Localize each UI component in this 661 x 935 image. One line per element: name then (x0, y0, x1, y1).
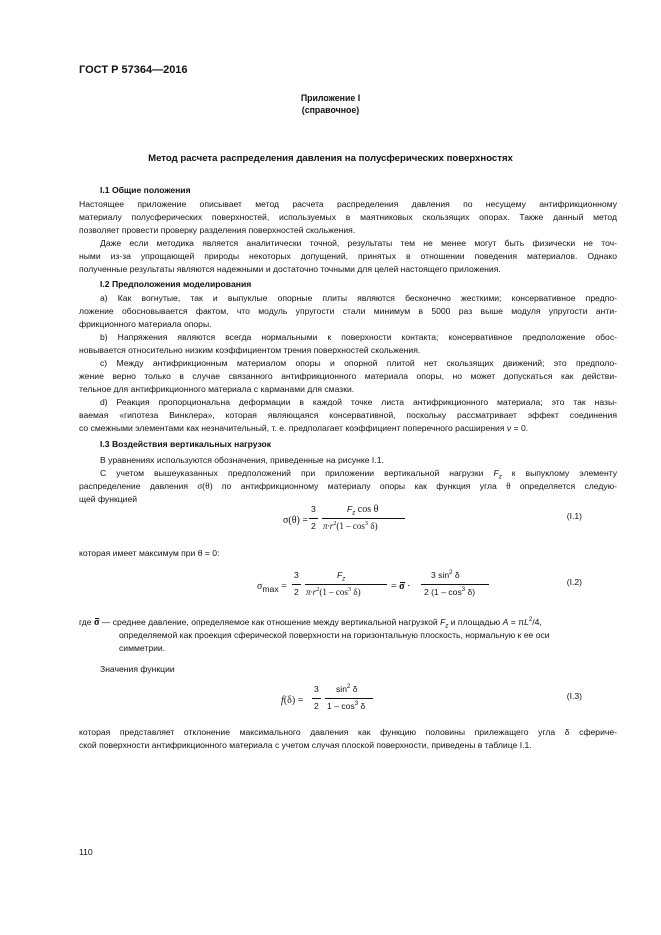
paragraph-line: которая имеет максимум при θ = 0: (79, 548, 220, 558)
paragraph-line: симметрии. (119, 643, 166, 653)
document-page: ГОСТ Р 57364—2016 Приложение I (справочное) Метод расчета распределения давления на полусферических поверхностях I.1 Общие положения Настоящее приложение описывает метод расчета распределения давления по несущему антифрикционному материалу полусферических поверхностей, используемых в маятниковых скользящих опорах. Также данный метод позволяет провести проверку разделения поверхностей скольжения. Даже если методика является аналитически точной, результаты тем не менее могут быть физически не точ- ными из-за упрощающей природы некоторых допущений, принятых в отношении поведения материалов. Однако полученные результаты являются надежными и достаточно точными для целей настоящего приложения. I.2 Предположения моделирования а) Как вогнутые, так и выпуклые опорные плиты являются бесконечно жесткими; консервативное предпо- ложение обосновывается фактом, что модуль упругости стали минимум в 5000 раз выше модуля упругости анти- фрикционного материала опоры. b) Напряжения являются всегда нормальными к поверхности контакта; консервативное предположение обос- новывается относительно низким коэффициентом трения поверхностей скольжения. c) Между антифрикционным материалом опоры и опорной плитой нет скользящих движений; это предполо- жение верно только в случае связанного антифрикционного материала опоры, но может допускаться как действи- тельное для антифрикционного материала с карманами для смазки. d) Реакция пропорциональна деформации в каждой точке листа антифрикционного материала; это так назы- ваемая «гипотеза Винклера», которая являющаяся консервативной, поскольку рассматривает эффект соединения со смежными элементами как незначительный, т. е. предполагает коэффициент поперечного расширения ν = 0. I.3 Воздействия вертикальных нагрузок В уравнениях используются обозначения, приведенные на рисунке I.1. С учетом вышеуказанных предположений при приложении вертикальной нагрузки $F_z$ к выпуклому элементу распределение давления σ(θ) по антифрикционному материалу опоры как функция угла θ определяется следую- щей функцией σ(θ) = 3 2 $F_z$ cos θ $\pi\cdot r^2(1 - \cos^3 \delta)$ (I.1) которая имеет максимум при θ = 0: $\sigma_{max}$ = 3 2 $F_z$ $\pi\cdot r^2(1 - \cos^3 \delta)$ = σ ⋅ 3 $\sin^2 \delta$ 2 $(1 - \cos^3 \delta)$ (I.2) где σ — среднее давление, определяемое как отношение между вертикальной нагрузкой $F_z$ и площадью $A = \pi L^2/4$, определяемой как проекция сферической поверхности на горизонтальную плоскость, нормальную к ее оси симметрии. Значения функции f(δ) = 3 2 $\sin^2 \delta$ $1 - \cos^3 \delta$ (I.3) которая представляет отклонение максимального давления как функцию половины прилежащего угла δ сфериче- ской поверхности антифрикционного материала с учетом случая плоской поверхности, приведены в таблице I.1. 110 (0, 0, 661, 935)
paragraph-line: b) Напряжения являются всегда нормальными к поверхности контакта; консервативное предположение обос- (100, 332, 617, 342)
paragraph-line: ваемая «гипотеза Винклера», которая являющаяся консервативной, поскольку рассматривает эффект соединения (79, 410, 617, 420)
section-heading-2: I.2 Предположения моделирования (100, 279, 252, 289)
section-heading-3: I.3 Воздействия вертикальных нагрузок (100, 439, 272, 449)
equation-number-1: (I.1) (566, 511, 582, 521)
page-number: 110 (79, 847, 93, 857)
paragraph-line: Даже если методика является аналитически точной, результаты тем не менее могут быть физически не точ- (100, 238, 617, 248)
paragraph-line: распределение давления σ(θ) по антифрикционному материалу опоры как функция угла θ определяется следую- (79, 481, 618, 491)
paragraph-line: полученные результаты являются надежными и достаточно точными для целей настоящего приложения. (79, 264, 501, 274)
paragraph-line: фрикционного материала опоры. (79, 319, 212, 329)
equation-number-3: (I.3) (566, 691, 582, 701)
paragraph-line: ложение обосновывается фактом, что модуль упругости стали минимум в 5000 раз выше модуля упругости анти- (79, 306, 617, 316)
paragraph-line: В уравнениях используются обозначения, приведенные на рисунке I.1. (100, 455, 384, 465)
equation-number-2: (I.2) (566, 577, 582, 587)
appendix-label: Приложение I (300, 93, 361, 103)
paragraph-line: Настоящее приложение описывает метод расчета распределения давления по несущему антифрикционному (79, 199, 617, 209)
paragraph-line: новывается относительно низким коэффициентом трения поверхностей скольжения. (79, 345, 421, 355)
paragraph-line: d) Реакция пропорциональна деформации в каждой точке листа антифрикционного материала; это так назы- (100, 397, 617, 407)
paragraph-line: где σ — среднее давление, определяемое как отношение между вертикальной нагрузкой $F_z$ и площадью $A = \pi L^2/4$, (79, 617, 542, 630)
paragraph-line: материалу полусферических поверхностей, используемых в маятниковых скользящих опорах. Также данный метод (79, 212, 617, 222)
appendix-status: (справочное) (301, 105, 360, 115)
paragraph-line: ской поверхности антифрикционного материала с учетом случая плоской поверхности, приведены в таблице I.1. (79, 740, 532, 750)
paragraph-line: С учетом вышеуказанных предположений при приложении вертикальной нагрузки $F_z$ к выпуклому элементу (100, 468, 618, 481)
paragraph-line: c) Между антифрикционным материалом опоры и опорной плитой нет скользящих движений; это предполо- (100, 358, 617, 368)
paragraph-line: щей функцией (79, 494, 138, 504)
paragraph-line: со смежными элементами как незначительный, т. е. предполагает коэффициент поперечного расширения ν = 0. (79, 423, 529, 433)
paragraph-line: Значения функции (100, 664, 175, 674)
paragraph-line: позволяет провести проверку разделения поверхностей скольжения. (79, 225, 356, 235)
appendix-title: Метод расчета распределения давления на полусферических поверхностях (148, 153, 513, 164)
paragraph-line: жение верно только в случае связанного антифрикционного материала опоры, но может допускаться как действи- (79, 371, 617, 381)
paragraph-line: которая представляет отклонение максимального давления как функцию половины прилежащего угла δ сфериче- (79, 727, 617, 737)
paragraph-line: тельное для антифрикционного материала с карманами для смазки. (79, 384, 355, 394)
standard-header: ГОСТ Р 57364—2016 (79, 64, 188, 76)
section-heading-1: I.1 Общие положения (100, 185, 191, 195)
paragraph-line: а) Как вогнутые, так и выпуклые опорные плиты являются бесконечно жесткими; консервативное предпо- (100, 293, 617, 303)
paragraph-line: ными из-за упрощающей природы некоторых допущений, принятых в отношении поведения материалов. Однако (79, 251, 617, 261)
paragraph-line: определяемой как проекция сферической поверхности на горизонтальную плоскость, нормальную к ее оси (119, 630, 550, 640)
